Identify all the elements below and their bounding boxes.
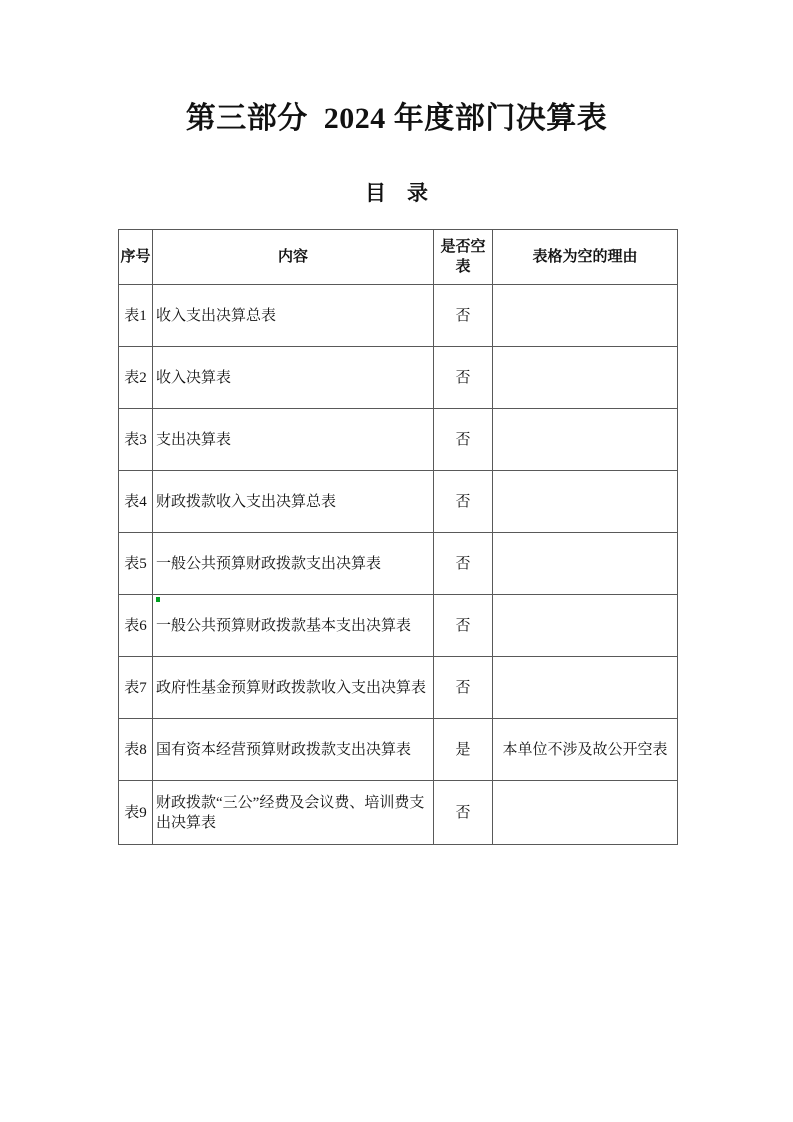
- cell-empty-reason: [493, 347, 678, 409]
- cell-is-empty: 否: [434, 347, 493, 409]
- cell-serial: 表2: [119, 347, 153, 409]
- cell-serial: 表9: [119, 781, 153, 845]
- cell-serial: 表6: [119, 595, 153, 657]
- cell-is-empty: 否: [434, 595, 493, 657]
- cell-empty-reason: [493, 533, 678, 595]
- cell-empty-reason: [493, 595, 678, 657]
- cell-is-empty: 否: [434, 781, 493, 845]
- column-header-empty-reason: 表格为空的理由: [493, 230, 678, 285]
- cell-content: 一般公共预算财政拨款支出决算表: [153, 533, 434, 595]
- cell-empty-reason: [493, 781, 678, 845]
- table-row: [119, 347, 678, 409]
- cell-serial: 表7: [119, 657, 153, 719]
- column-header-serial: 序号: [119, 230, 153, 285]
- column-header-content: 内容: [153, 230, 434, 285]
- cell-content: 收入决算表: [153, 347, 434, 409]
- cell-is-empty: 否: [434, 533, 493, 595]
- table-row: [119, 595, 678, 657]
- cell-content: 一般公共预算财政拨款基本支出决算表: [153, 595, 434, 657]
- table-row: [119, 719, 678, 781]
- cell-is-empty: 否: [434, 471, 493, 533]
- table-row: [119, 409, 678, 471]
- cell-serial: 表4: [119, 471, 153, 533]
- cell-content: 国有资本经营预算财政拨款支出决算表: [153, 719, 434, 781]
- cell-is-empty: 否: [434, 285, 493, 347]
- cell-empty-reason: [493, 285, 678, 347]
- toc-table-body: [119, 285, 678, 845]
- page-title: 第三部分 2024 年度部门决算表: [185, 102, 608, 135]
- cell-empty-reason: 本单位不涉及故公开空表: [493, 719, 678, 781]
- cell-is-empty: 是: [434, 719, 493, 781]
- table-row: [119, 657, 678, 719]
- table-header-row: [119, 230, 678, 285]
- toc-heading: 目 录: [365, 181, 428, 205]
- cell-content: 财政拨款“三公”经费及会议费、培训费支出决算表: [153, 781, 434, 845]
- cell-serial: 表3: [119, 409, 153, 471]
- cell-is-empty: 否: [434, 409, 493, 471]
- cell-content: 政府性基金预算财政拨款收入支出决算表: [153, 657, 434, 719]
- table-row: [119, 285, 678, 347]
- column-header-is-empty: 是否空表: [434, 230, 493, 285]
- cell-content: 支出决算表: [153, 409, 434, 471]
- table-row: [119, 533, 678, 595]
- cell-serial: 表1: [119, 285, 153, 347]
- cell-empty-reason: [493, 657, 678, 719]
- cell-serial: 表5: [119, 533, 153, 595]
- cell-empty-reason: [493, 409, 678, 471]
- cell-is-empty: 否: [434, 657, 493, 719]
- cell-content: 收入支出决算总表: [153, 285, 434, 347]
- table-row: [119, 781, 678, 845]
- cell-empty-reason: [493, 471, 678, 533]
- cell-serial: 表8: [119, 719, 153, 781]
- table-row: [119, 471, 678, 533]
- annotation-green-mark: [156, 597, 160, 602]
- cell-content: 财政拨款收入支出决算总表: [153, 471, 434, 533]
- toc-table: [118, 229, 678, 845]
